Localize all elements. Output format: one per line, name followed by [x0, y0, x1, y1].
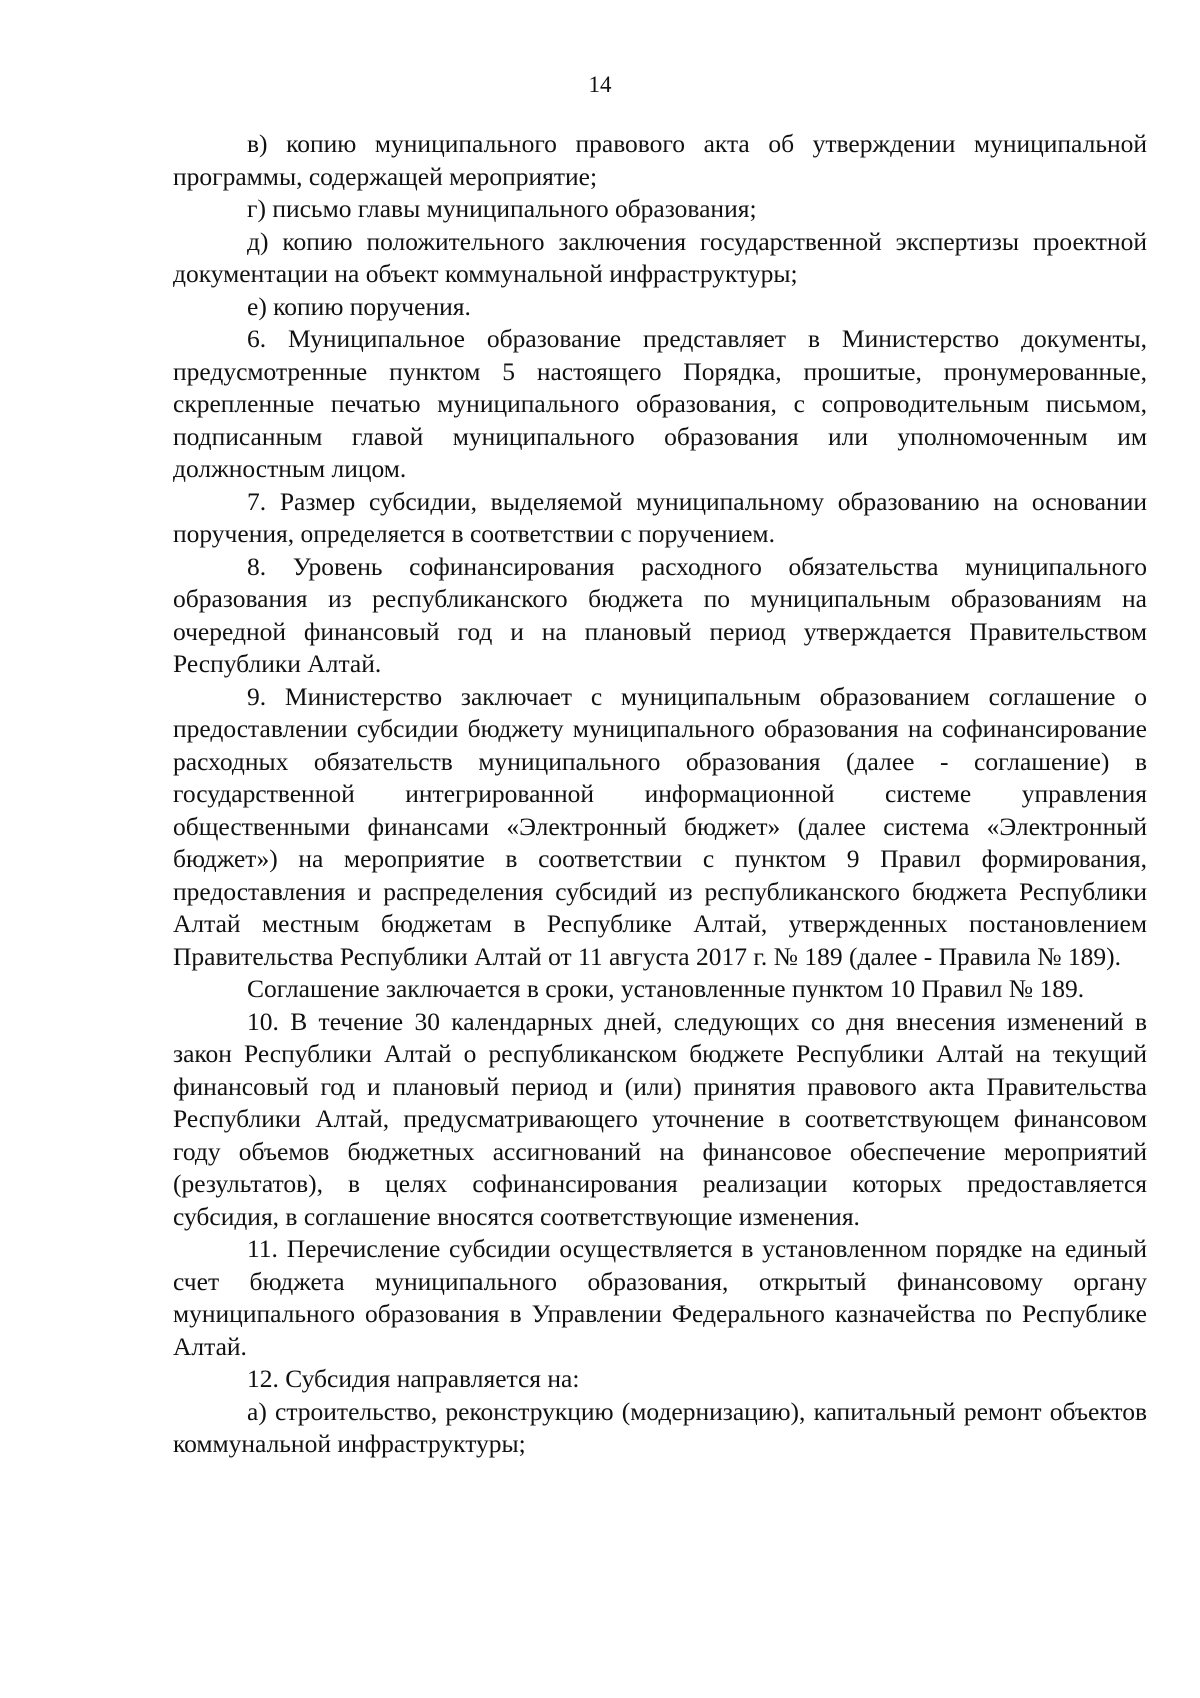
paragraph-section-10: 10. В течение 30 календарных дней, следующих со дня внесения изменений в закон Республики Алтай о республиканском бюджете Республики Алтай на текущий финансовый год и плановый период и (или) принятия правового акта Правительства Республики Алтай, предусматривающего уточнение в соответствующем финансовом году объемов бюджетных ассигнований на финансовое обеспечение мероприятий (результатов), в целях софинансирования реализации которых предоставляется субсидия, в соглашение вносятся соответствующие изменения.	[173, 1006, 1147, 1231]
document-body	[173, 128, 1147, 1461]
paragraph-section-7: 7. Размер субсидии, выделяемой муниципальному образованию на основании поручения, определяется в соответствии с поручением.	[173, 486, 1147, 548]
paragraph-item-v: в) копию муниципального правового акта об утверждении муниципальной программы, содержащей мероприятие;	[173, 129, 1147, 191]
paragraph-agreement-terms: Соглашение заключается в сроки, установленные пунктом 10 Правил № 189.	[247, 974, 1085, 1003]
paragraph-section-11: 11. Перечисление субсидии осуществляется в установленном порядке на единый счет бюджета муниципального образования, открытый финансовому органу муниципального образования в Управлении Федерального казначейства по Республике Алтай.	[173, 1234, 1147, 1361]
paragraph-section-9: 9. Министерство заключает с муниципальным образованием соглашение о предоставлении субсидии бюджету муниципального образования на софинансирование расходных обязательств муниципального образования (далее - соглашение) в государственной интегрированной информационной системе управления общественными финансами «Электронный бюджет» (далее система «Электронный бюджет») на мероприятие в соответствии с пунктом 9 Правил формирования, предоставления и распределения субсидий из республиканского бюджета Республики Алтай местным бюджетам в Республике Алтай, утвержденных постановлением Правительства Республики Алтай от 11 августа 2017 г. № 189 (далее - Правила № 189).	[173, 681, 1147, 971]
paragraph-item-a: а) строительство, реконструкцию (модернизацию), капитальный ремонт объектов коммунальной инфраструктуры;	[173, 1396, 1147, 1458]
paragraph-item-e: е) копию поручения.	[247, 291, 471, 321]
paragraph-section-12: 12. Субсидия направляется на:	[247, 1364, 580, 1393]
paragraph-item-g: г) письмо главы муниципального образования;	[247, 194, 757, 223]
paragraph-item-d: д) копию положительного заключения государственной экспертизы проектной документации на объект коммунальной инфраструктуры;	[173, 226, 1147, 288]
page-number: 14	[588, 72, 612, 97]
paragraph-section-6: 6. Муниципальное образование представляет в Министерство документы, предусмотренные пунктом 5 настоящего Порядка, прошитые, пронумерованные, скрепленные печатью муниципального образования, с сопроводительным письмом, подписанным главой муниципального образования или уполномоченным им должностным лицом.	[173, 324, 1147, 483]
paragraph-section-8: 8. Уровень софинансирования расходного обязательства муниципального образования из республиканского бюджета по муниципальным образованиям на очередной финансовый год и на плановый период утверждается Правительством Республики Алтай.	[173, 551, 1147, 678]
